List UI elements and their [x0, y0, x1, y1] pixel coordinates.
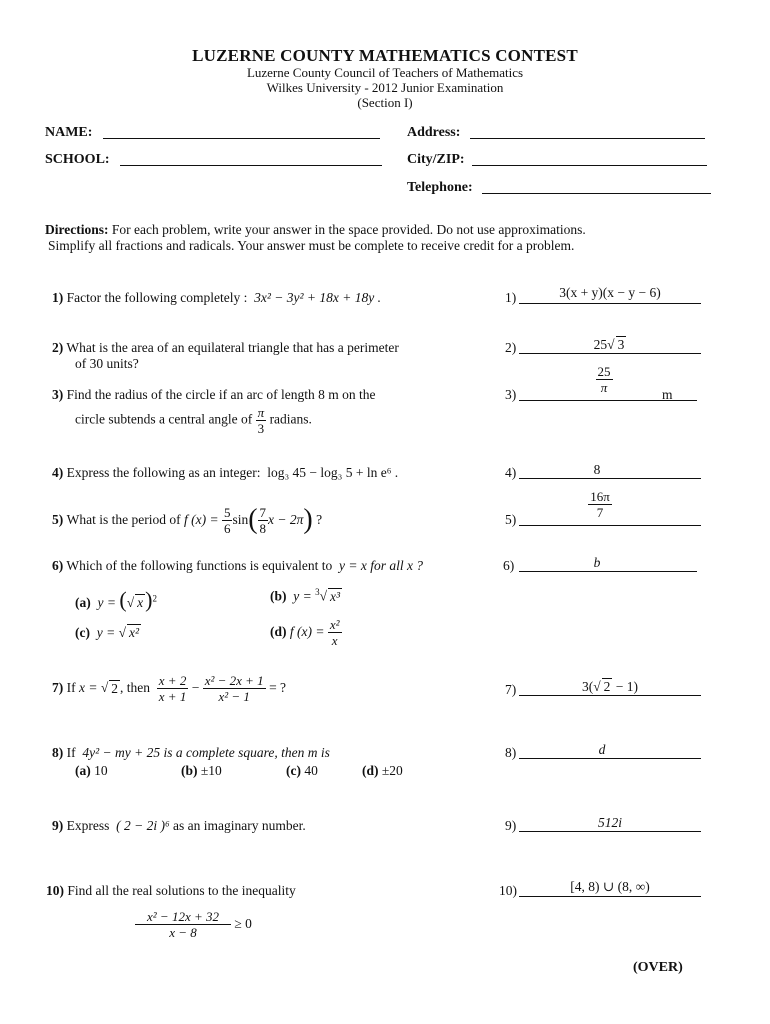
answer-10-line[interactable]: [519, 896, 701, 897]
directions-text-1: For each problem, write your answer in the space provided. Do not use approximations.: [111, 222, 586, 237]
name-label: NAME:: [45, 125, 93, 140]
question-2-line-2: of 30 units?: [75, 356, 139, 371]
question-10-inequality: $\frac{\text{x² − 12x + 32}}{x - 8}$ ≥ 0: [135, 904, 252, 944]
answer-9-line[interactable]: [519, 831, 701, 832]
cityzip-field[interactable]: [472, 151, 707, 166]
directions-text-2: Simplify all fractions and radicals. Your answer must be complete to receive credit for a problem.: [48, 238, 575, 253]
answer-3: $\frac{25}{\pi}$: [597, 364, 611, 395]
answer-7-number: 7): [505, 682, 517, 697]
telephone-field[interactable]: [482, 179, 711, 194]
question-4: 4) Express the following as an integer: log₃ 45 − log₃ 5 + ln e⁶ .: [52, 465, 399, 480]
address-field[interactable]: [470, 124, 705, 139]
question-1: 1) Factor the following completely : 3x² − 3y² + 18x + 18y .: [52, 290, 381, 305]
answer-6: b: [593, 555, 601, 570]
answer-6-line[interactable]: [519, 571, 697, 572]
over-indicator: (OVER): [633, 960, 683, 975]
address-label: Address:: [407, 125, 461, 140]
contest-title: LUZERNE COUNTY MATHEMATICS CONTEST: [192, 46, 578, 65]
answer-2: 25√ 3: [593, 337, 625, 352]
directions-label: Directions:: [45, 222, 109, 237]
question-10: 10) Find all the real solutions to the inequality: [46, 883, 296, 898]
question-3: 3) Find the radius of the circle if an arc of length 8 m on the: [52, 387, 376, 402]
answer-1: 3(x + y)(x − y − 6): [559, 285, 661, 300]
answer-3-unit: m: [662, 387, 673, 402]
choice-8b: (b) ±10: [181, 763, 222, 778]
choice-6c: (c) y = √ x²: [75, 625, 140, 640]
directions: [45, 222, 745, 238]
answer-8-number: 8): [505, 745, 517, 760]
answer-9: 512i: [597, 815, 622, 830]
question-7: 7) If x = √ 2 , then $\frac{x + 2}{x + 1}$ − $\frac{\text{x² − 2x + 1}}{\text{x² − 1}}$ = ?: [52, 672, 287, 704]
answer-4: 8: [593, 462, 601, 477]
school-label: SCHOOL:: [45, 152, 110, 167]
answer-10-number: 10): [499, 883, 517, 898]
answer-6-number: 6): [503, 558, 515, 573]
choice-8d: (d) ±20: [362, 763, 403, 778]
exam-line: Wilkes University - 2012 Junior Examination: [266, 80, 504, 95]
answer-9-number: 9): [505, 818, 517, 833]
answer-8: d: [598, 742, 606, 757]
answer-8-line[interactable]: [519, 758, 701, 759]
answer-7: 3(√ 2 − 1): [581, 679, 639, 694]
answer-5-line[interactable]: [519, 525, 701, 526]
answer-10: [4, 8) ∪ (8, ∞): [570, 879, 650, 894]
question-6: 6) Which of the following functions is equivalent to y = x for all x ?: [52, 558, 424, 573]
answer-3-number: 3): [505, 387, 517, 402]
telephone-label: Telephone:: [407, 180, 473, 195]
answer-1-number: 1): [505, 290, 517, 305]
choice-8c: (c) 40: [286, 763, 318, 778]
choice-6b: (b) y = $^3$√ x³: [270, 587, 341, 604]
answer-2-number: 2): [505, 340, 517, 355]
answer-4-line[interactable]: [519, 478, 701, 479]
section-line: (Section I): [357, 95, 413, 110]
school-field[interactable]: [120, 151, 382, 166]
answer-4-number: 4): [505, 465, 517, 480]
answer-5: $\frac{16\pi}{7}$: [590, 489, 610, 520]
choice-6d: (d) f (x) = $\frac{\text{x²}}{x}$: [270, 616, 340, 648]
answer-5-number: 5): [505, 512, 517, 527]
question-8: 8) If 4y² − my + 25 is a complete square, then m is: [52, 745, 330, 760]
question-9: 9) Express ( 2 − 2i )⁶ as an imaginary number.: [52, 818, 306, 833]
choice-6a: (a) y = (√ x)$^2$: [75, 587, 157, 612]
council-line: Luzerne County Council of Teachers of Mathematics: [246, 65, 524, 80]
name-field[interactable]: [103, 124, 380, 139]
question-5: 5) What is the period of f (x) = $\frac{5}{6}$ sin ( $\frac{7}{8}$ x − 2π ) ?: [52, 504, 323, 536]
answer-1-line[interactable]: [519, 303, 701, 304]
answer-2-line[interactable]: [519, 353, 701, 354]
choice-8a: (a) 10: [75, 763, 108, 778]
cityzip-label: City/ZIP:: [407, 152, 465, 167]
question-3-line-2: circle subtends a central angle of $\frac{\pi}{3}$ radians.: [75, 405, 312, 436]
answer-7-line[interactable]: [519, 695, 701, 696]
question-2: 2) What is the area of an equilateral triangle that has a perimeter: [52, 340, 399, 355]
